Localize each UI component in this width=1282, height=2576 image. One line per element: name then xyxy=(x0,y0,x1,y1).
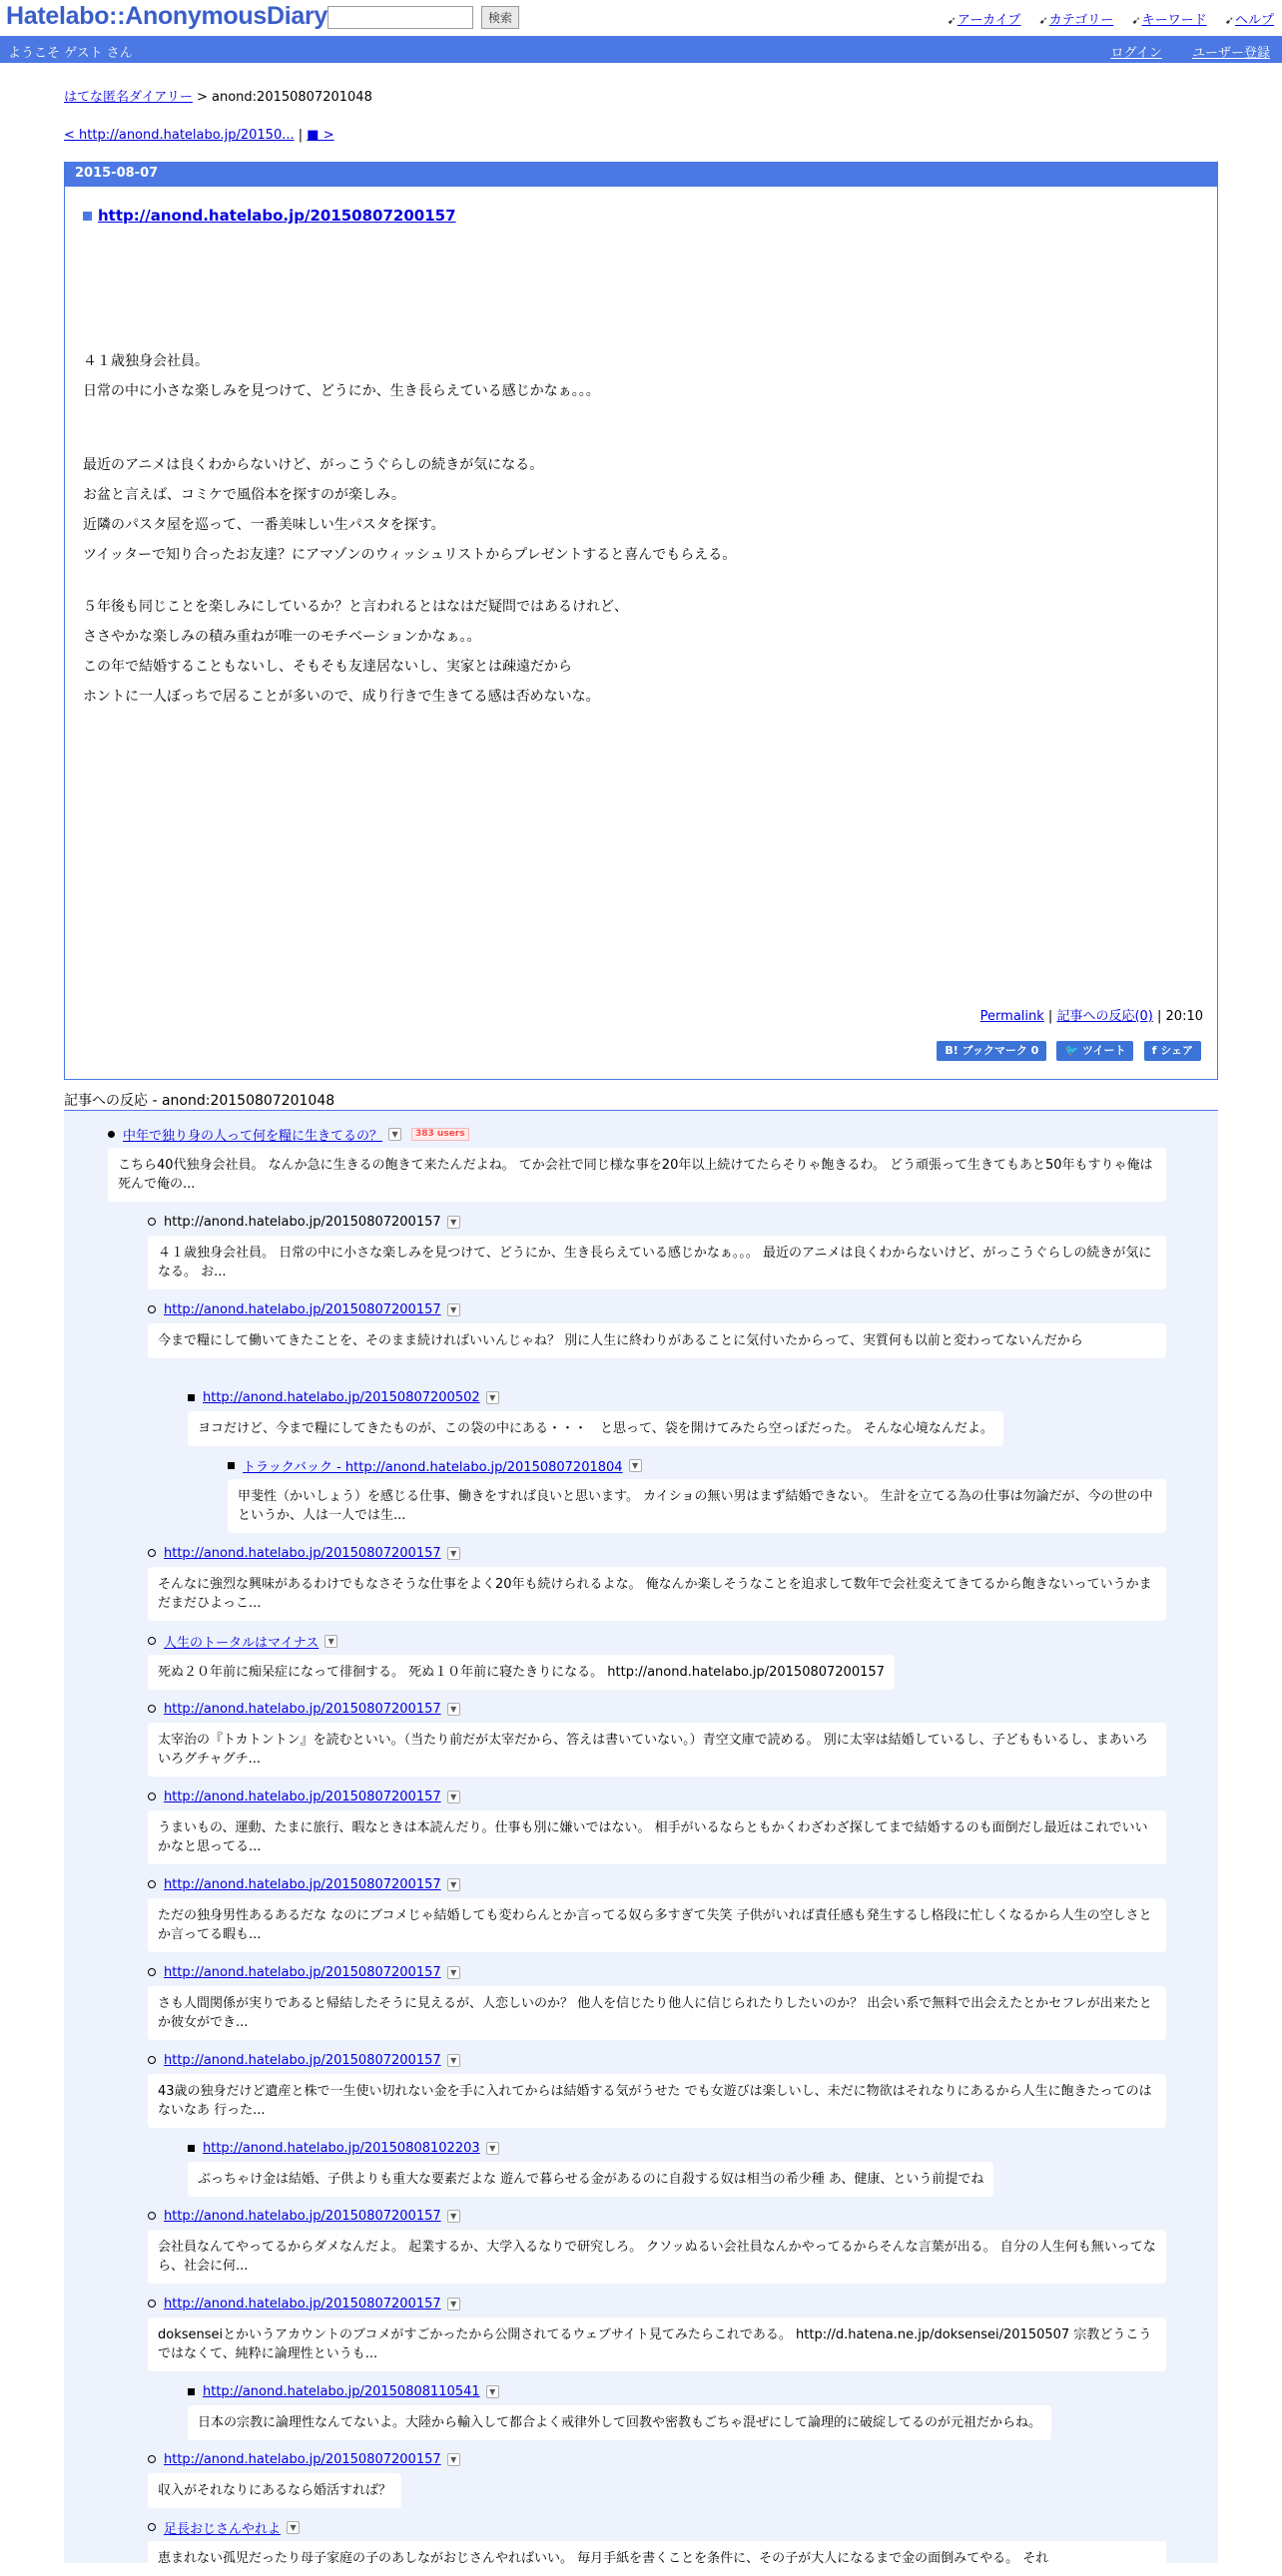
reaction-link[interactable]: http://anond.hatelabo.jp/20150807200157 xyxy=(164,2208,441,2224)
reaction-excerpt: 甲斐性（かいしょう）を感じる仕事、働きをすれば良いと思います。 カイショの無い男はまず結婚できない。 生計を立てる為の仕事は勿論だが、今の世の中というか、人は一人では生... xyxy=(228,1479,1166,1533)
reaction-excerpt: 今まで糧にして働いてきたことを、そのまま続ければいいんじゃね？ 別に人生に終わりがあることに気付いたからって、実質何も以前と変わってないんだから xyxy=(148,1323,1166,1358)
reaction-item xyxy=(148,1299,460,1319)
chevron-down-icon[interactable]: ▼ xyxy=(447,1791,460,1803)
reactions-title: 記事への反応 - anond:20150807201048 xyxy=(64,1093,335,1109)
reaction-excerpt: ヨコだけど、今まで糧にしてきたものが、この袋の中にある・・・ と思って、袋を開けてみたら空っぽだった。 そんな心境なんだよ。 xyxy=(188,1411,1003,1446)
chevron-down-icon[interactable]: ▼ xyxy=(447,1216,460,1229)
article-time: 20:10 xyxy=(1165,1009,1203,1024)
reaction-link[interactable]: http://anond.hatelabo.jp/20150807200157 xyxy=(164,1876,441,1892)
bullet-icon xyxy=(148,2455,156,2463)
chevron-down-icon[interactable]: ▼ xyxy=(287,2521,300,2534)
article xyxy=(64,162,1218,1080)
article-date: 2015-08-07 xyxy=(65,163,1217,187)
chevron-down-icon[interactable]: ▼ xyxy=(447,1547,460,1560)
reaction-excerpt: doksenseiとかいうアカウントのブコメがすごかったから公開されてるウェブサイト見てみたらこれである。 http://d.hatena.ne.jp/doksensei/20150507 宗教どうこうではなくて、純粋に論理性というも... xyxy=(148,2318,1166,2371)
article-footer: Permalink | 記事への反応(0) | 20:10 xyxy=(979,1009,1203,1024)
bullet-icon xyxy=(148,1637,156,1645)
tweet-button[interactable] xyxy=(1056,1041,1133,1061)
bullet-icon xyxy=(148,1705,156,1713)
welcome-bar xyxy=(0,36,1282,63)
bullet-icon xyxy=(188,2388,195,2395)
reaction-link[interactable]: http://anond.hatelabo.jp/20150807200157 xyxy=(164,1964,441,1980)
reaction-item xyxy=(148,1631,337,1651)
prev-article-link[interactable]: < http://anond.hatelabo.jp/20150... xyxy=(64,128,295,143)
reaction-item xyxy=(148,1699,460,1719)
permalink[interactable]: Permalink xyxy=(979,1009,1044,1024)
archive-link[interactable]: アーカイブ xyxy=(957,13,1021,28)
reaction-link[interactable]: http://anond.hatelabo.jp/20150807200157 xyxy=(164,1701,441,1717)
reaction-link[interactable]: http://anond.hatelabo.jp/20150807200502 xyxy=(203,1389,480,1405)
chevron-down-icon[interactable]: ▼ xyxy=(447,1966,460,1979)
facebook-share-button[interactable] xyxy=(1144,1041,1201,1061)
arrow-icon: ➹ xyxy=(947,14,957,27)
reaction-item xyxy=(188,2381,499,2401)
article-line: この年で結婚することもないし、そもそも友達居ないし、実家とは疎遠だから xyxy=(83,659,572,675)
reaction-excerpt: 死ぬ２０年前に痴呆症になって徘徊する。 死ぬ１０年前に寝たきりになる。 http://anond.hatelabo.jp/20150807200157 xyxy=(148,1655,895,1690)
bullet-icon xyxy=(148,2056,156,2064)
next-article-link[interactable]: ■ > xyxy=(307,128,334,143)
search-input[interactable] xyxy=(327,6,473,29)
register-link[interactable]: ユーザー登録 xyxy=(1191,46,1270,61)
bullet-icon xyxy=(188,1394,195,1401)
reaction-excerpt: 太宰治の『トカトントン』を読むといい。（当たり前だが太宰だから、答えは書いていない。）青空文庫で読める。 別に太宰は結婚しているし、子どももいるし、まあいろいろグチャグチ... xyxy=(148,1723,1166,1777)
arrow-icon: ➹ xyxy=(1038,14,1048,27)
bullet-icon xyxy=(148,1218,156,1226)
bullet-icon xyxy=(148,1793,156,1801)
chevron-down-icon[interactable]: ▼ xyxy=(486,2142,499,2155)
article-line: ツイッターで知り合ったお友達？にアマゾンのウィッシュリストからプレゼントすると喜んでもらえる。 xyxy=(83,547,737,563)
category-link[interactable]: カテゴリー xyxy=(1048,13,1114,28)
social-buttons xyxy=(931,1041,1201,1061)
bullet-icon xyxy=(108,1131,115,1138)
breadcrumb-current: anond:20150807201048 xyxy=(212,90,372,105)
reaction-excerpt: うまいもの、運動、たまに旅行、暇なときは本読んだり。仕事も別に嫌いではない。 相手がいるならともかくわざわざ探してまで結婚するのも面倒だし最近はこれでいいかなと思ってる... xyxy=(148,1810,1166,1864)
tweet-label: ツイート xyxy=(1082,1044,1126,1057)
reaction-excerpt: 日本の宗教に論理性なんてないよ。大陸から輸入して都合よく戒律外して回教や密教もごちゃ混ぜにして論理的に破綻してるのが元祖だからね。 xyxy=(188,2405,1051,2440)
reaction-link[interactable]: http://anond.hatelabo.jp/20150807200157 xyxy=(164,2052,441,2068)
reaction-excerpt: 恵まれない孤児だったり母子家庭の子のあしながおじさんやればいい。 毎月手紙を書くことを条件に、その子が大人になるまで金の面倒みてやる。 それ xyxy=(148,2541,1166,2576)
reaction-item xyxy=(148,2517,300,2537)
reaction-excerpt: ただの独身男性あるあるだな なのにブコメじゃ結婚しても変わらんとか言ってる奴ら多すぎて失笑 子供がいれば責任感も発生するし格段に忙しくなるから人生の空しさとか言ってる暇も... xyxy=(148,1898,1166,1952)
reaction-excerpt: さも人間関係が実りであると帰結したそうに見えるが、人恋しいのか？ 他人を信じたり他人に信じられたりしたいのか？ 出会い系で無料で出会えたとかセフレが出来たとか彼女ができ... xyxy=(148,1986,1166,2040)
breadcrumb-home[interactable]: はてな匿名ダイアリー xyxy=(64,90,193,105)
article-line: ホントに一人ぼっちで居ることが多いので、成り行きで生きてる感は否めないな。 xyxy=(83,689,600,705)
bullet-icon xyxy=(148,2300,156,2308)
bullet-icon xyxy=(148,2523,156,2531)
reaction-link[interactable]: http://anond.hatelabo.jp/20150807200157 xyxy=(164,2296,441,2312)
breadcrumb xyxy=(64,86,372,105)
chevron-down-icon[interactable]: ▼ xyxy=(447,2298,460,2311)
article-title xyxy=(83,207,456,225)
reaction-link[interactable]: http://anond.hatelabo.jp/20150808102203 xyxy=(203,2140,480,2156)
bullet-icon xyxy=(188,2145,195,2152)
square-icon xyxy=(83,212,92,221)
chevron-down-icon[interactable]: ▼ xyxy=(447,1703,460,1716)
bullet-icon xyxy=(148,2212,156,2220)
bullet-icon xyxy=(148,1305,156,1313)
article-line: お盆と言えば、コミケで風俗本を探すのが楽しみ。 xyxy=(83,487,405,503)
reaction-excerpt: 会社員なんてやってるからダメなんだよ。 起業するか、大学入るなりで研究しろ。 クソッぬるい会社員なんかやってるからそんな言葉が出る。 自分の人生何も無いってなら、社会に何... xyxy=(148,2230,1166,2284)
reaction-excerpt: そんなに強烈な興味があるわけでもなさそうな仕事をよく20年も続けられるよな。 俺なんか楽しそうなことを追求して数年で会社変えてきてるから飽きないっていうかまだまだひよっこ... xyxy=(148,1567,1166,1621)
reaction-link[interactable]: 中年で独り身の人って何を糧に生きてるの？ xyxy=(123,1128,383,1144)
reaction-link[interactable]: 足長おじさんやれよ xyxy=(164,2521,282,2537)
keyword-link[interactable]: キーワード xyxy=(1141,13,1207,28)
bullet-icon xyxy=(228,1462,235,1469)
bullet-icon xyxy=(148,1968,156,1976)
article-paragraph xyxy=(83,450,736,570)
bullet-icon xyxy=(148,1880,156,1888)
arrow-icon: ➹ xyxy=(1224,14,1234,27)
bullet-icon xyxy=(148,1549,156,1557)
reaction-title: http://anond.hatelabo.jp/20150807200157 xyxy=(164,1214,441,1230)
hatena-bookmark-button[interactable]: B! ブックマーク 0 xyxy=(937,1041,1046,1061)
chevron-down-icon[interactable]: ▼ xyxy=(388,1128,401,1141)
article-line: 近隣のパスタ屋を巡って、一番美味しい生パスタを探す。 xyxy=(83,517,445,533)
reaction-excerpt: こちら40代独身会社員。 なんか急に生きるの飽きて来たんだよね。 てか会社で同じ様な事を20年以上続けてたらそりゃ飽きるわ。 どう頑張って生きてもあと50年もすりゃ俺は死んで俺の... xyxy=(108,1148,1166,1202)
reaction-excerpt: ぶっちゃけ金は結婚、子供よりも重大な要素だよな 遊んで暮らせる金があるのに自殺する奴は相当の希少種 あ、健康、という前提でね xyxy=(188,2162,993,2197)
reaction-item xyxy=(148,2449,460,2469)
chevron-down-icon[interactable]: ▼ xyxy=(447,2453,460,2466)
chevron-down-icon[interactable]: ▼ xyxy=(486,1391,499,1404)
article-paragraph xyxy=(83,592,628,712)
reaction-item xyxy=(148,1212,460,1232)
share-label: シェア xyxy=(1160,1044,1193,1057)
chevron-down-icon[interactable]: ▼ xyxy=(324,1635,337,1648)
chevron-down-icon[interactable]: ▼ xyxy=(447,1878,460,1891)
reactions-list xyxy=(64,1111,1218,2566)
reaction-excerpt: 43歳の独身だけど遺産と株で一生使い切れない金を手に入れてからは結婚する気がうせた でも女遊びは楽しいし、未だに物欲はそれなりにあるから人生に飽きたってのはないなあ 行った... xyxy=(148,2074,1166,2128)
help-link[interactable]: ヘルプ xyxy=(1234,13,1274,28)
chevron-down-icon[interactable]: ▼ xyxy=(486,2385,499,2398)
reactions-link[interactable]: 記事への反応(0) xyxy=(1056,1009,1153,1024)
reaction-item xyxy=(148,1962,460,1982)
article-line: ５年後も同じことを楽しみにしているか？と言われるとはなはだ疑問ではあるけれど、 xyxy=(83,599,628,615)
article-line: ささやかな楽しみの積み重ねが唯一のモチベーションかなぁ。。 xyxy=(83,629,481,645)
reaction-item xyxy=(148,1543,460,1563)
reaction-item xyxy=(188,2138,499,2158)
reaction-excerpt: 収入がそれなりにあるなら婚活すれば？ xyxy=(148,2473,401,2508)
chevron-down-icon[interactable]: ▼ xyxy=(447,2210,460,2223)
reaction-link[interactable]: http://anond.hatelabo.jp/20150808110541 xyxy=(203,2383,480,2399)
reaction-item xyxy=(228,1455,642,1475)
article-paragraph xyxy=(83,346,600,406)
login-link[interactable]: ログイン xyxy=(1110,46,1162,61)
reaction-item xyxy=(188,1387,499,1407)
breadcrumb-separator: > xyxy=(192,90,213,105)
reaction-item xyxy=(148,1787,460,1806)
chevron-down-icon[interactable]: ▼ xyxy=(629,1459,642,1472)
reaction-link[interactable]: 人生のトータルはマイナス xyxy=(164,1635,320,1651)
reaction-item xyxy=(148,1874,460,1894)
pager-separator: | xyxy=(294,128,308,143)
article-line: 日常の中に小さな楽しみを見つけて、どうにか、生き長らえている感じかなぁ。。。 xyxy=(83,383,600,399)
reaction-link[interactable]: http://anond.hatelabo.jp/20150807200157 xyxy=(164,1301,441,1317)
welcome-text: ようこそ ゲスト さん xyxy=(8,46,133,61)
reaction-excerpt: ４１歳独身会社員。 日常の中に小さな楽しみを見つけて、どうにか、生き長らえている感じかなぁ。。。 最近のアニメは良くわからないけど、がっこうぐらしの続きが気になる。 お... xyxy=(148,1236,1166,1289)
reaction-link[interactable]: http://anond.hatelabo.jp/20150807200157 xyxy=(164,2451,441,2467)
reaction-link[interactable]: http://anond.hatelabo.jp/20150807200157 xyxy=(164,1789,441,1804)
reaction-item xyxy=(108,1124,469,1144)
facebook-icon: f xyxy=(1151,1044,1161,1057)
reaction-item xyxy=(148,2294,460,2314)
top-bar xyxy=(0,0,1282,36)
reaction-item xyxy=(148,2050,460,2070)
twitter-icon: 🐦 xyxy=(1064,1044,1082,1057)
top-links xyxy=(948,9,1274,28)
article-title-link[interactable]: http://anond.hatelabo.jp/20150807200157 xyxy=(98,207,456,225)
article-line: 最近のアニメは良くわからないけど、がっこうぐらしの続きが気になる。 xyxy=(83,457,544,473)
users-badge[interactable]: 383 users xyxy=(411,1128,469,1141)
chevron-down-icon[interactable]: ▼ xyxy=(447,1303,460,1316)
search-button[interactable]: 検索 xyxy=(481,6,519,29)
arrow-icon: ➹ xyxy=(1131,14,1141,27)
article-line: ４１歳独身会社員。 xyxy=(83,353,209,369)
pager xyxy=(64,128,334,143)
reaction-link[interactable]: http://anond.hatelabo.jp/20150807200157 xyxy=(164,1545,441,1561)
site-logo[interactable]: Hatelabo::AnonymousDiary xyxy=(6,2,328,30)
chevron-down-icon[interactable]: ▼ xyxy=(447,2054,460,2067)
reaction-item xyxy=(148,2206,460,2226)
trackback-link[interactable]: トラックバック - http://anond.hatelabo.jp/20150807201804 xyxy=(243,1459,623,1475)
